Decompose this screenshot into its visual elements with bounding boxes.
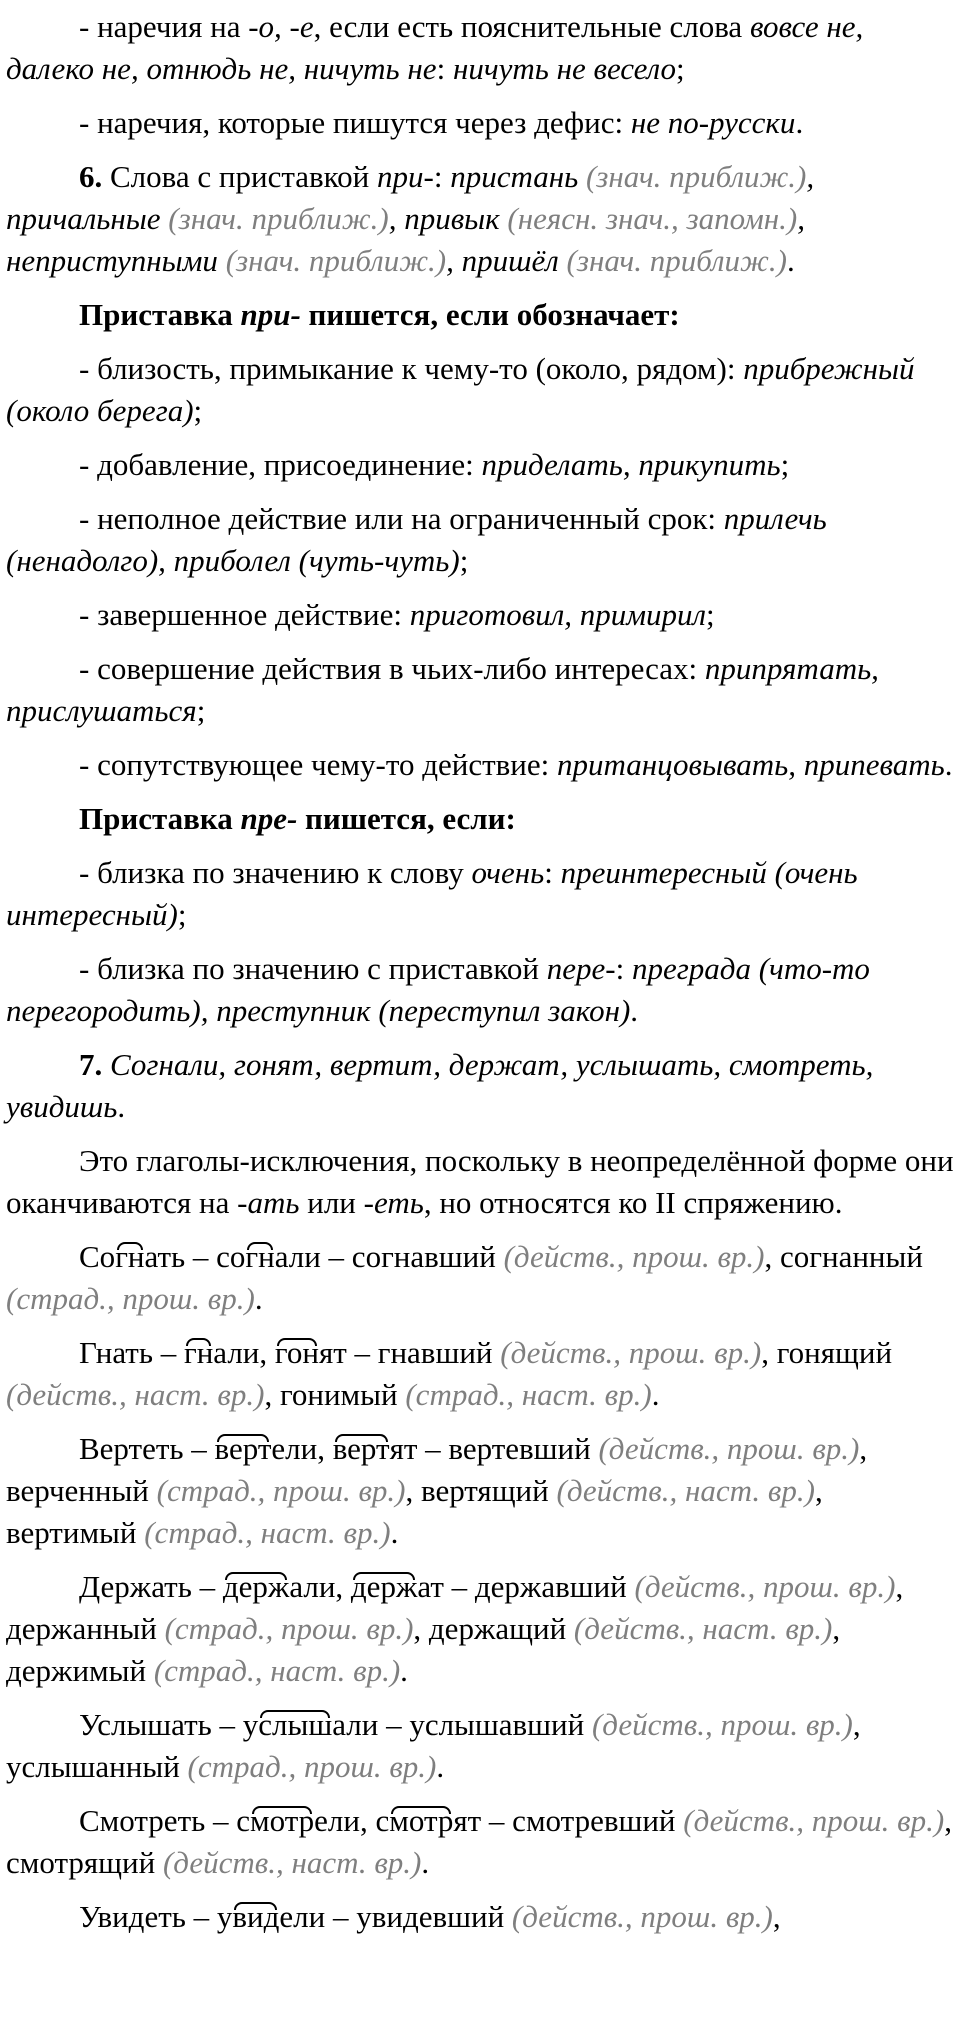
verb-forms-sognat: Согнать – согнали – согнавший (действ., прош. вр.), согнанный (страд., прош. вр.).	[6, 1239, 923, 1316]
task-number: 7.	[79, 1047, 103, 1082]
heading-prefix-pri: Приставка при- пишется, если обозначает:	[79, 297, 680, 332]
root-mark: слыш	[258, 1707, 333, 1742]
root-mark: гон	[274, 1335, 319, 1370]
paragraph-adverbs-o-e: - наречия на -о, -е, если есть пояснительные слова вовсе не, далеко не, отнюдь не, ничуть не: ничуть не весело;	[6, 9, 864, 86]
list-item: - совершение действия в чьих-либо интересах: припрятать, прислушаться;	[6, 651, 879, 728]
paragraph-explanation: Это глаголы-исключения, поскольку в неопределённой форме они оканчиваются на -ать или -еть, но относятся ко II спряжению.	[6, 1143, 954, 1220]
root-mark: вид	[232, 1899, 280, 1934]
list-item: - близость, примыкание к чему-то (около, рядом): прибрежный (около берега);	[6, 351, 915, 428]
paragraph-adverbs-hyphen: - наречия, которые пишутся через дефис: не по-русски.	[79, 105, 804, 140]
list-item: - близка по значению к слову очень: преинтересный (очень интересный);	[6, 855, 858, 932]
list-item: - завершенное действие: приготовил, примирил;	[79, 597, 715, 632]
list-item: - добавление, присоединение: приделать, прикупить;	[79, 447, 790, 482]
list-item: - сопутствующее чему-то действие: пританцовывать, припевать.	[79, 747, 953, 782]
task-7: 7. Согнали, гонят, вертит, держат, услышать, смотреть, увидишь.	[6, 1047, 874, 1124]
verb-forms-gnat: Гнать – гнали, гонят – гнавший (действ., прош. вр.), гонящий (действ., наст. вр.), гонимый (страд., наст. вр.).	[6, 1335, 893, 1412]
verb-forms-smotret: Смотреть – смотрели, смотрят – смотревший (действ., прош. вр.), смотрящий (действ., наст. вр.).	[6, 1803, 952, 1880]
verb-forms-uvidet: Увидеть – увидели – увидевший (действ., прош. вр.),	[79, 1899, 781, 1934]
verb-forms-uslyshat: Услышать – услышали – услышавший (действ., прош. вр.), услышанный (страд., прош. вр.).	[6, 1707, 861, 1784]
root-mark: верт	[214, 1431, 272, 1466]
root-mark: верт	[332, 1431, 390, 1466]
heading-prefix-pre: Приставка пре- пишется, если:	[79, 801, 516, 836]
root-mark: гн	[183, 1335, 214, 1370]
root-mark: держ	[350, 1569, 418, 1604]
list-item: - близка по значению с приставкой пере-: преграда (что-то перегородить), преступник (переступил закон).	[6, 951, 870, 1028]
root-mark: держ	[222, 1569, 290, 1604]
root-mark: мотр	[250, 1803, 315, 1838]
list-item: - неполное действие или на ограниченный срок: прилечь (ненадолго), приболел (чуть-чуть);	[6, 501, 827, 578]
root-mark: гн	[115, 1239, 145, 1274]
task-number: 6.	[79, 159, 103, 194]
verb-forms-derzhat: Держать – держали, держат – державший (действ., прош. вр.), держанный (страд., прош. вр.), держащий (действ., наст. вр.), держимый (страд., наст. вр.).	[6, 1569, 904, 1688]
root-mark: мотр	[389, 1803, 454, 1838]
verb-forms-vertet: Вертеть – вертели, вертят – вертевший (действ., прош. вр.), верченный (страд., прош. вр.), вертящий (действ., наст. вр.), вертимый (страд., наст. вр.).	[6, 1431, 868, 1550]
task-6: 6. Слова с приставкой при-: пристань (знач. приближ.), причальные (знач. приближ.), привык (неясн. знач., запомн.), неприступными (знач. приближ.), пришёл (знач. приближ.).	[6, 159, 815, 278]
root-mark: гн	[245, 1239, 275, 1274]
